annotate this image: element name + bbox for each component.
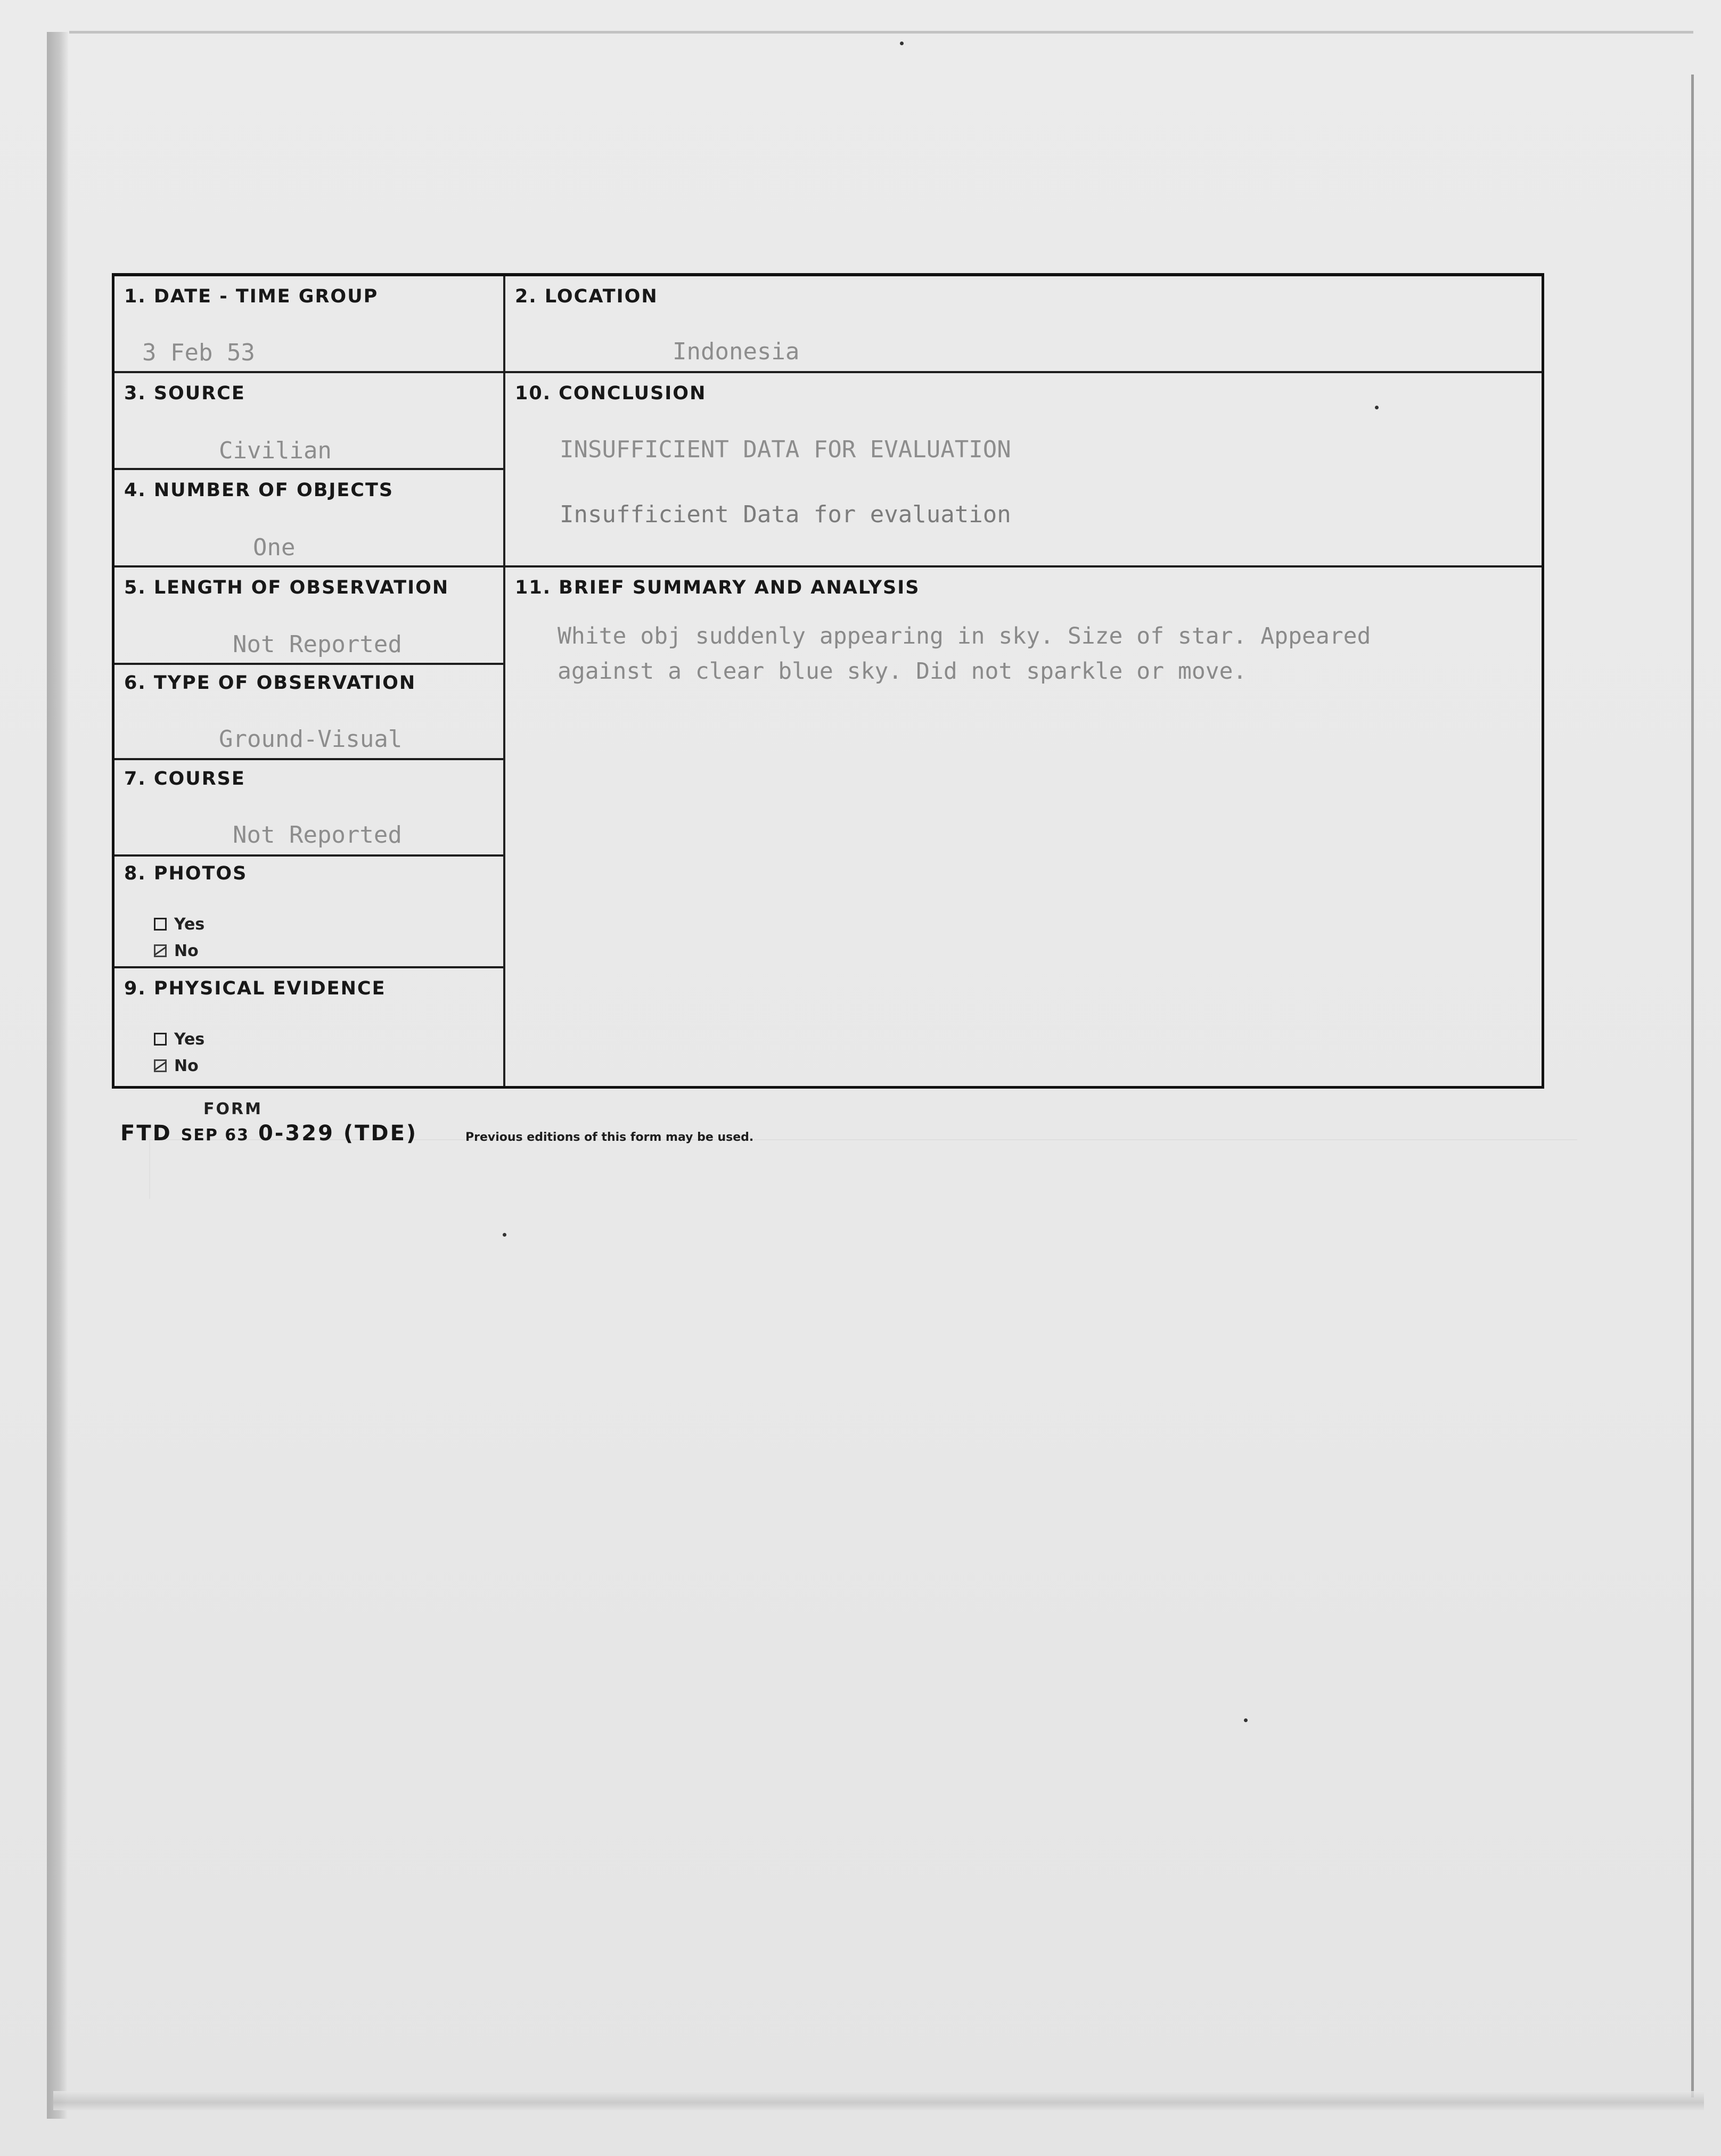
physical-evidence-option-yes[interactable]: [154, 1030, 204, 1049]
footer-date-code: SEP 63: [181, 1126, 250, 1145]
photos-label: 8. PHOTOS: [124, 863, 248, 884]
scan-speck: [503, 1233, 506, 1237]
rule-photos: [114, 966, 503, 968]
type-of-observation-value: Ground-Visual: [219, 726, 403, 753]
date-time-group-value: 3 Feb 53: [142, 339, 255, 366]
conclusion-line2: Insufficient Data for evaluation: [560, 501, 1011, 528]
scan-speck: [900, 42, 904, 45]
physical-evidence-option-no[interactable]: [154, 1057, 199, 1075]
rule-row-mid: [114, 565, 1542, 567]
number-of-objects-label: 4. NUMBER OF OBJECTS: [124, 480, 394, 501]
type-of-observation-label: 6. TYPE OF OBSERVATION: [124, 672, 416, 694]
page-edge-top: [69, 31, 1693, 34]
summary-label: 11. BRIEF SUMMARY AND ANALYSIS: [515, 577, 920, 598]
scan-speck: [1375, 406, 1379, 409]
physical-evidence-yes-label: Yes: [174, 1030, 205, 1049]
footer-form-number: 0-329 (TDE): [258, 1121, 418, 1146]
page-edge-right: [1691, 75, 1694, 2097]
page-edge-bottom: [53, 2091, 1704, 2110]
physical-evidence-label: 9. PHYSICAL EVIDENCE: [124, 978, 386, 999]
length-of-observation-label: 5. LENGTH OF OBSERVATION: [124, 577, 449, 598]
rule-source: [114, 468, 503, 470]
rule-type: [114, 758, 503, 760]
photos-option-yes[interactable]: [154, 915, 204, 934]
scan-speck: [1244, 1718, 1248, 1722]
conclusion-label: 10. CONCLUSION: [515, 383, 707, 404]
rule-course: [114, 854, 503, 857]
rule-row1: [114, 371, 1542, 373]
summary-text: White obj suddenly appearing in sky. Size of star. Appeared against a clear blue sky. Did not sparkle or move.: [558, 623, 1371, 685]
length-of-observation-value: Not Reported: [233, 631, 402, 658]
footer-form-word: FORM: [203, 1100, 263, 1118]
source-value: Civilian: [219, 437, 332, 464]
checkbox-empty-icon: [154, 1033, 167, 1046]
rule-length: [114, 663, 503, 665]
number-of-objects-value: One: [253, 534, 296, 561]
form-column-divider: [503, 276, 505, 1086]
footer-form-id: [120, 1121, 417, 1146]
photos-no-label: No: [174, 942, 199, 960]
photos-yes-label: Yes: [174, 915, 205, 934]
conclusion-line1: INSUFFICIENT DATA FOR EVALUATION: [560, 436, 1011, 463]
location-label: 2. LOCATION: [515, 286, 658, 307]
checkbox-marked-icon: [154, 944, 167, 957]
location-value: Indonesia: [673, 338, 800, 365]
source-label: 3. SOURCE: [124, 383, 245, 404]
course-value: Not Reported: [233, 821, 402, 849]
checkbox-marked-icon: [154, 1059, 167, 1072]
physical-evidence-no-label: No: [174, 1057, 199, 1075]
bleed-through-shadow: [149, 1139, 1577, 1199]
course-label: 7. COURSE: [124, 768, 245, 789]
checkbox-empty-icon: [154, 918, 167, 931]
date-time-group-label: 1. DATE - TIME GROUP: [124, 286, 379, 307]
footer-note: Previous editions of this form may be used.: [465, 1131, 754, 1144]
page-edge-left: [47, 32, 68, 2119]
footer-ftd: FTD: [120, 1121, 172, 1146]
photos-option-no[interactable]: [154, 942, 199, 960]
